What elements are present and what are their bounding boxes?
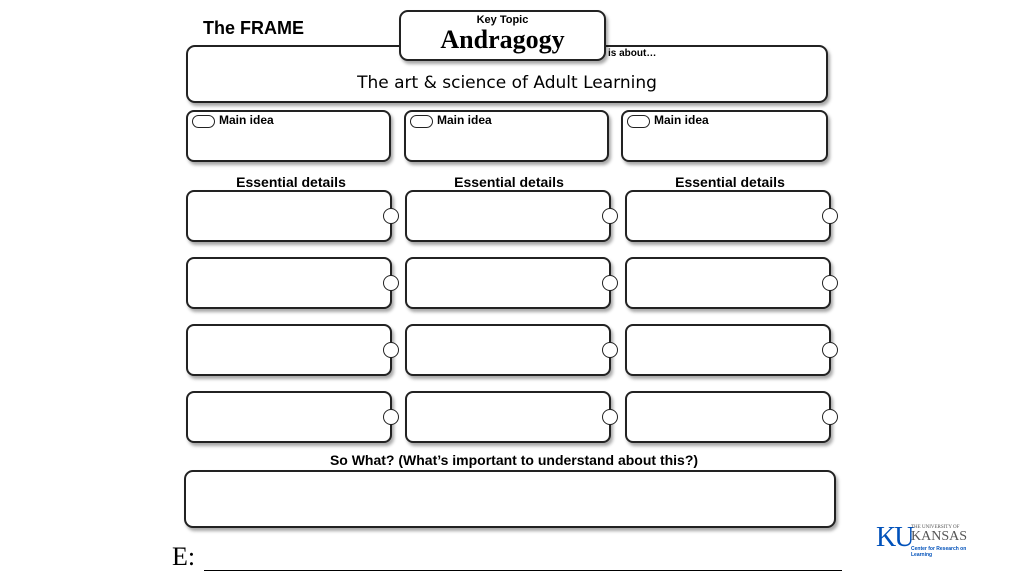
connector-circle-icon [383, 208, 399, 224]
essential-details-heading-2: Essential details [454, 174, 564, 190]
connector-circle-icon [822, 342, 838, 358]
detail-box [186, 257, 392, 309]
detail-box [186, 391, 392, 443]
detail-box [625, 190, 831, 242]
summary-text: The art & science of Adult Learning [357, 73, 657, 93]
main-idea-pill-icon [627, 115, 650, 128]
main-idea-pill-icon [192, 115, 215, 128]
main-idea-label: Main idea [219, 113, 274, 127]
detail-box [405, 324, 611, 376]
detail-box [405, 190, 611, 242]
connector-circle-icon [822, 208, 838, 224]
is-about-label: is about… [608, 48, 657, 59]
main-idea-box-3 [621, 110, 828, 162]
frame-title: The FRAME [203, 18, 304, 38]
connector-circle-icon [602, 275, 618, 291]
logo-subtitle-text: Center for Research on Learning [911, 546, 967, 558]
detail-box [625, 324, 831, 376]
connector-circle-icon [602, 409, 618, 425]
connector-circle-icon [383, 342, 399, 358]
essential-details-heading-1: Essential details [236, 174, 346, 190]
essential-details-heading-3: Essential details [675, 174, 785, 190]
main-idea-label: Main idea [437, 113, 492, 127]
detail-box [405, 257, 611, 309]
e-label: E: [172, 542, 196, 571]
connector-circle-icon [383, 275, 399, 291]
connector-circle-icon [822, 275, 838, 291]
connector-circle-icon [602, 342, 618, 358]
detail-box [405, 391, 611, 443]
so-what-heading: So What? (What’s important to understand about this?) [329, 452, 699, 468]
logo-ku-text: KU [876, 522, 913, 553]
main-idea-label: Main idea [654, 113, 709, 127]
detail-box [186, 190, 392, 242]
key-topic-box [399, 10, 606, 61]
detail-box [186, 324, 392, 376]
e-answer-line [204, 570, 842, 571]
connector-circle-icon [822, 409, 838, 425]
key-topic-value: Andragogy [440, 25, 565, 54]
detail-box [625, 391, 831, 443]
main-idea-pill-icon [410, 115, 433, 128]
so-what-box [184, 470, 836, 528]
detail-box [625, 257, 831, 309]
logo-kansas-text: KANSAS [911, 529, 968, 544]
main-idea-box-1 [186, 110, 391, 162]
key-topic-label: Key Topic [476, 14, 529, 26]
logo-university-text: THE UNIVERSITY OF [911, 525, 960, 530]
connector-circle-icon [383, 409, 399, 425]
main-idea-box-2 [404, 110, 609, 162]
connector-circle-icon [602, 208, 618, 224]
ku-logo [876, 524, 976, 564]
